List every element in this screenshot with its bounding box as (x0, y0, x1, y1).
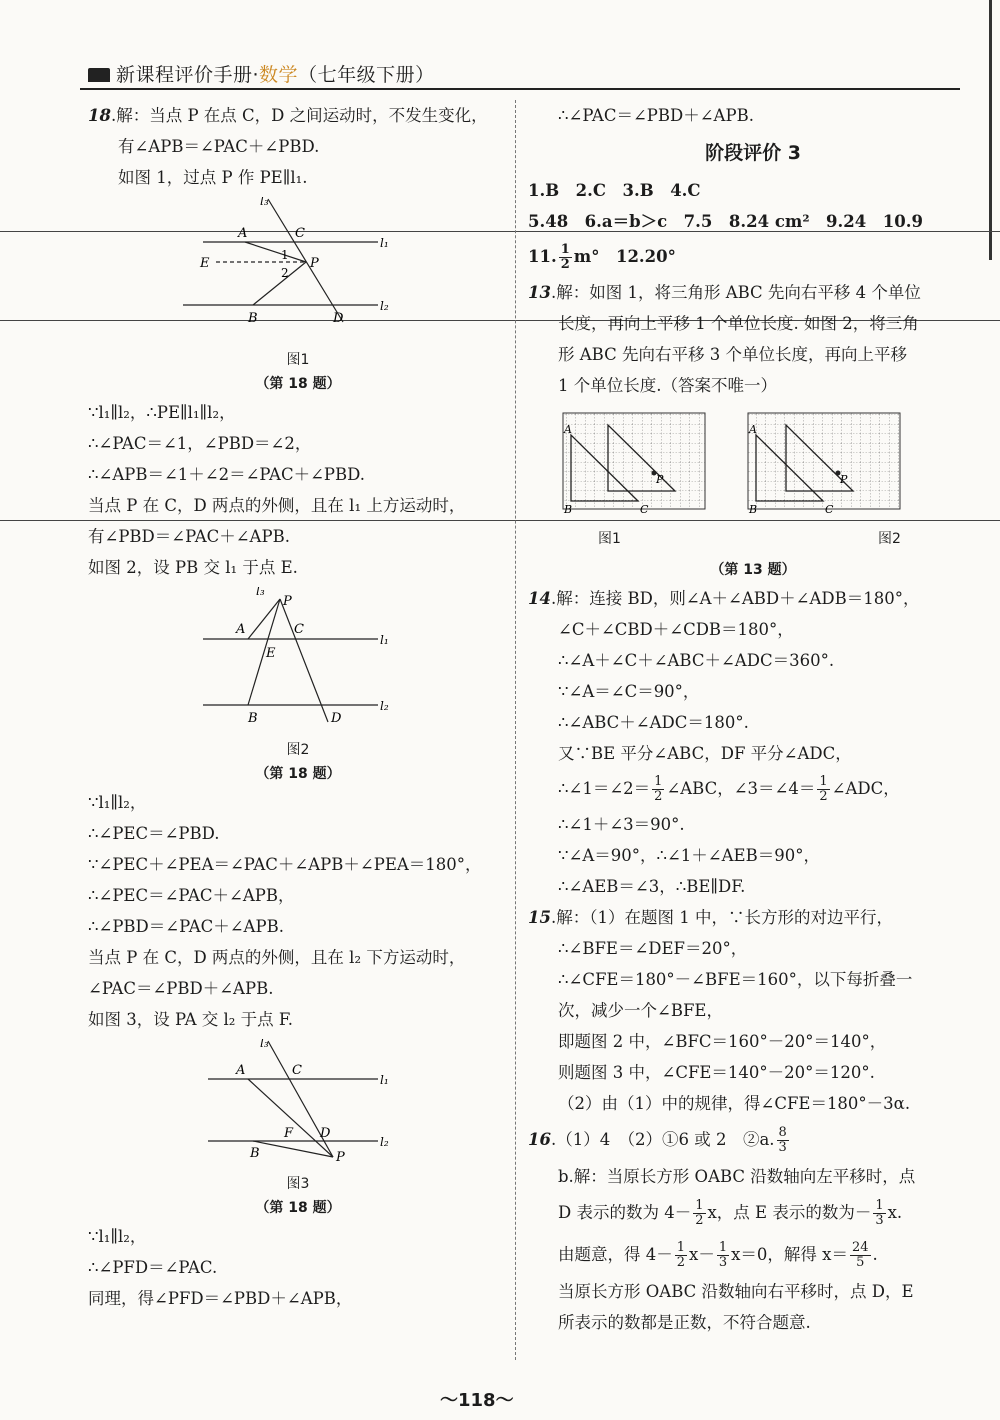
numerator: 1 (695, 1198, 704, 1213)
text-line: 同理，得∠PFD＝∠PBD＋∠APB， (88, 1289, 353, 1308)
question-caption: （第 18 题） (255, 766, 341, 782)
svg-text:P: P (656, 473, 664, 486)
question-number: 15 (528, 908, 551, 927)
denominator: 3 (875, 1213, 884, 1228)
text-line (528, 1234, 978, 1276)
svg-text:P: P (283, 594, 292, 609)
text-line: ∵l₁∥l₂，∴PE∥l₁∥l₂， (88, 403, 236, 422)
svg-text:l₁: l₁ (380, 236, 389, 250)
question-caption: （第 18 题） (255, 376, 341, 392)
numerator: 1 (560, 242, 570, 257)
svg-text:l₃: l₃ (260, 197, 269, 208)
text-line: ∠C＋∠CBD＋∠CDB＝180°， (558, 620, 794, 639)
text-line: 长度，再向上平移 1 个单位长度. 如图 2，将三角 (558, 314, 919, 333)
text-line: 则题图 3 中，∠CFE＝140°－20°＝120°. (558, 1063, 875, 1082)
grid-figures-diagram (528, 405, 978, 525)
fraction (559, 243, 572, 272)
text-line: ∵l₁∥l₂， (88, 793, 147, 812)
svg-text:B: B (564, 503, 573, 516)
header-rule (80, 88, 960, 90)
svg-text:B: B (248, 711, 258, 726)
figure-caption: 图3 (286, 1176, 310, 1192)
text-line: 有∠APB＝∠PAC＋∠PBD. (118, 137, 320, 156)
numerator: 1 (676, 1240, 686, 1255)
text-line: ∴∠1＋∠3＝90°. (558, 815, 685, 834)
text-line: 所表示的数都是正数，不符合题意. (558, 1313, 811, 1332)
text-span: ∠ADC， (831, 779, 900, 798)
column-divider (515, 100, 516, 1360)
question-number: 14 (528, 589, 551, 608)
text-line: 当原长方形 OABC 沿数轴向右平移时，点 D，E (558, 1282, 914, 1301)
text-line: ∴∠AEB＝∠3，∴BE∥DF. (558, 877, 746, 896)
answer-line: 1.B 2.C 3.B 4.C (528, 181, 701, 200)
text-span: x＝0，解得 x＝ (731, 1245, 848, 1264)
figure-caption: 图2 (286, 742, 310, 758)
text-line: 次，减少一个∠BFE， (558, 1001, 723, 1020)
numerator: 1 (875, 1198, 884, 1213)
denominator: 2 (654, 789, 663, 804)
text-span: 由题意，得 4－ (558, 1245, 673, 1264)
text-line: ∴∠PEC＝∠PBD. (88, 824, 220, 843)
text-line: ∵∠A＝90°，∴∠1＋∠AEB＝90°， (558, 846, 820, 865)
text-line: 当点 P 在 C，D 两点的外侧，且在 l₁ 上方运动时， (88, 496, 466, 515)
figure-1-diagram (88, 197, 508, 345)
text-line: ∴∠PAC＝∠PBD＋∠APB. (558, 106, 754, 125)
svg-text:B: B (749, 503, 758, 516)
q14-line (528, 583, 978, 614)
grid-figures (528, 405, 978, 525)
text-line: ∴∠PEC＝∠PAC＋∠APB， (88, 886, 295, 905)
svg-text:C: C (825, 503, 834, 516)
text-span: . (872, 1245, 878, 1264)
text-span: x. (887, 1203, 903, 1222)
text-span: ∴∠1＝∠2＝ (558, 779, 651, 798)
answer-line (528, 237, 978, 277)
svg-text:A: A (236, 1063, 246, 1078)
q16-line (528, 1119, 978, 1161)
text-span: D 表示的数为 4－ (558, 1203, 692, 1222)
text-line: 形 ABC 先向右平移 3 个单位长度，再向上平移 (558, 345, 907, 364)
denominator: 3 (718, 1255, 728, 1270)
text-line: ∵∠A＝∠C＝90°， (558, 682, 700, 701)
text-line: b.解：当原长方形 OABC 沿数轴向左平移时，点 (558, 1167, 916, 1186)
text-line: .解：（1）在题图 1 中，∵长方形的对边平行， (550, 908, 893, 927)
numerator: 1 (819, 774, 828, 789)
left-column (88, 100, 508, 1314)
question-number: 13 (528, 283, 551, 302)
figure-caption: 图1 (598, 531, 621, 547)
figure-caption: 图2 (878, 531, 901, 547)
svg-text:P: P (310, 256, 319, 271)
fraction (850, 1241, 871, 1270)
text-span: m° 12.20° (573, 247, 676, 266)
numerator: 24 (851, 1240, 869, 1255)
svg-text:l₂: l₂ (380, 699, 389, 713)
text-line: .解：连接 BD，则∠A＋∠ABD＋∠ADB＝180°， (550, 589, 920, 608)
text-line: ∵∠PEC＋∠PEA＝∠PAC＋∠APB＋∠PEA＝180°， (88, 855, 482, 874)
header-subject: 数学 (259, 64, 299, 86)
text-span: x－ (689, 1245, 715, 1264)
question-caption: （第 18 题） (255, 1200, 341, 1216)
denominator: 5 (856, 1255, 865, 1270)
svg-text:P: P (840, 473, 848, 486)
svg-text:l₃: l₃ (260, 1039, 269, 1050)
denominator: 2 (695, 1213, 704, 1228)
text-line: （2）由（1）中的规律，得∠CFE＝180°－3α. (558, 1094, 911, 1113)
text-span: 11. (528, 247, 557, 266)
text-line: 又∵BE 平分∠ABC，DF 平分∠ADC， (558, 744, 852, 763)
text-span: .（1）4 （2）①6 或 2 ②a. (550, 1130, 775, 1149)
numerator: 8 (778, 1125, 787, 1140)
text-line: 如图 1，过点 P 作 PE∥l₁. (118, 168, 308, 187)
text-span: x，点 E 表示的数为－ (707, 1203, 872, 1222)
text-line: ∵l₁∥l₂， (88, 1227, 147, 1246)
numerator: 1 (718, 1240, 728, 1255)
figure-2 (88, 587, 508, 735)
svg-text:1: 1 (281, 248, 289, 262)
text-line: 如图 2，设 PB 交 l₁ 于点 E. (88, 558, 298, 577)
text-line: .解：如图 1，将三角形 ABC 先向右平移 4 个单位 (550, 283, 921, 302)
svg-text:E: E (200, 256, 210, 271)
text-line: 1 个单位长度.（答案不唯一） (558, 376, 777, 395)
svg-text:D: D (333, 311, 344, 326)
svg-text:E: E (266, 646, 276, 661)
question-caption: （第 13 题） (710, 562, 796, 578)
text-line: 有∠PBD＝∠PAC＋∠APB. (88, 527, 290, 546)
svg-text:l₂: l₂ (380, 299, 389, 313)
svg-text:A: A (236, 622, 246, 637)
question-number: 18 (88, 106, 111, 125)
text-line (528, 1192, 978, 1234)
scan-edge-line (989, 0, 992, 260)
svg-text:B: B (250, 1146, 260, 1161)
denominator: 3 (778, 1140, 787, 1155)
question-number: 16 (528, 1130, 551, 1149)
fraction (693, 1199, 705, 1228)
text-span: ∠ABC，∠3＝∠4＝ (666, 779, 816, 798)
fraction (675, 1241, 687, 1270)
svg-text:A: A (238, 226, 248, 241)
numerator: 1 (654, 774, 663, 789)
denominator: 2 (560, 257, 570, 272)
svg-text:D: D (320, 1126, 331, 1141)
figure-3-diagram (88, 1039, 508, 1169)
text-line: ∴∠PAC＝∠1，∠PBD＝∠2， (88, 434, 312, 453)
answer-line: 5.48 6.a＝b＞c 7.5 8.24 cm² 9.24 10.9 (528, 212, 923, 231)
header-title-suffix: （七年级下册） (298, 64, 435, 86)
svg-text:C: C (292, 1063, 302, 1078)
svg-text:l₁: l₁ (380, 633, 389, 647)
figure-caption: 图1 (286, 352, 310, 368)
fraction (817, 775, 829, 804)
right-column (528, 100, 978, 1338)
figure-3 (88, 1039, 508, 1169)
text-line: ∴∠PFD＝∠PAC. (88, 1258, 218, 1277)
fraction (717, 1241, 729, 1270)
page-header (88, 60, 435, 87)
text-line: ∴∠PBD＝∠PAC＋∠APB. (88, 917, 284, 936)
svg-text:2: 2 (281, 266, 289, 280)
text-line: ∴∠BFE＝∠DEF＝20°， (558, 939, 748, 958)
svg-text:C: C (294, 622, 304, 637)
page-number-text: 118 (458, 1390, 496, 1411)
fraction (777, 1126, 789, 1155)
text-line (528, 769, 978, 809)
denominator: 2 (676, 1255, 686, 1270)
svg-text:l₂: l₂ (380, 1135, 389, 1149)
text-line: 当点 P 在 C，D 两点的外侧，且在 l₂ 下方运动时， (88, 948, 466, 967)
svg-text:l₃: l₃ (256, 587, 265, 598)
text-line: 即题图 2 中，∠BFC＝160°－20°＝140°， (558, 1032, 887, 1051)
svg-text:F: F (284, 1126, 294, 1141)
fraction (873, 1199, 885, 1228)
text-line: .解：当点 P 在点 C，D 之间运动时，不发生变化， (110, 106, 488, 125)
text-line: ∴∠CFE＝180°－∠BFE＝160°，以下每折叠一 (558, 970, 913, 989)
svg-text:C: C (640, 503, 649, 516)
svg-text:P: P (336, 1150, 345, 1165)
figure-2-diagram (88, 587, 508, 735)
book-logo-icon (88, 68, 110, 82)
svg-text:A: A (749, 423, 757, 436)
section-title: 阶段评价 3 (705, 142, 801, 164)
text-line: ∴∠ABC＋∠ADC＝180°. (558, 713, 749, 732)
q18-line (88, 100, 508, 131)
svg-text:A: A (564, 423, 572, 436)
svg-text:B: B (248, 311, 258, 326)
text-line: 如图 3，设 PA 交 l₂ 于点 F. (88, 1010, 293, 1029)
q15-line (528, 902, 978, 933)
header-title-prefix: 新课程评价手册· (116, 64, 260, 86)
svg-text:l₁: l₁ (380, 1073, 389, 1087)
text-line: ∠PAC＝∠PBD＋∠APB. (88, 979, 274, 998)
grid-captions (528, 529, 978, 549)
page-number: 〜118〜 (440, 1390, 514, 1411)
q13-line (528, 277, 978, 308)
svg-text:D: D (331, 711, 342, 726)
figure-1 (88, 197, 508, 345)
text-line: ∴∠A＋∠C＋∠ABC＋∠ADC＝360°. (558, 651, 835, 670)
denominator: 2 (819, 789, 828, 804)
fraction (652, 775, 664, 804)
text-line: ∴∠APB＝∠1＋∠2＝∠PAC＋∠PBD. (88, 465, 366, 484)
svg-text:C: C (295, 226, 305, 241)
